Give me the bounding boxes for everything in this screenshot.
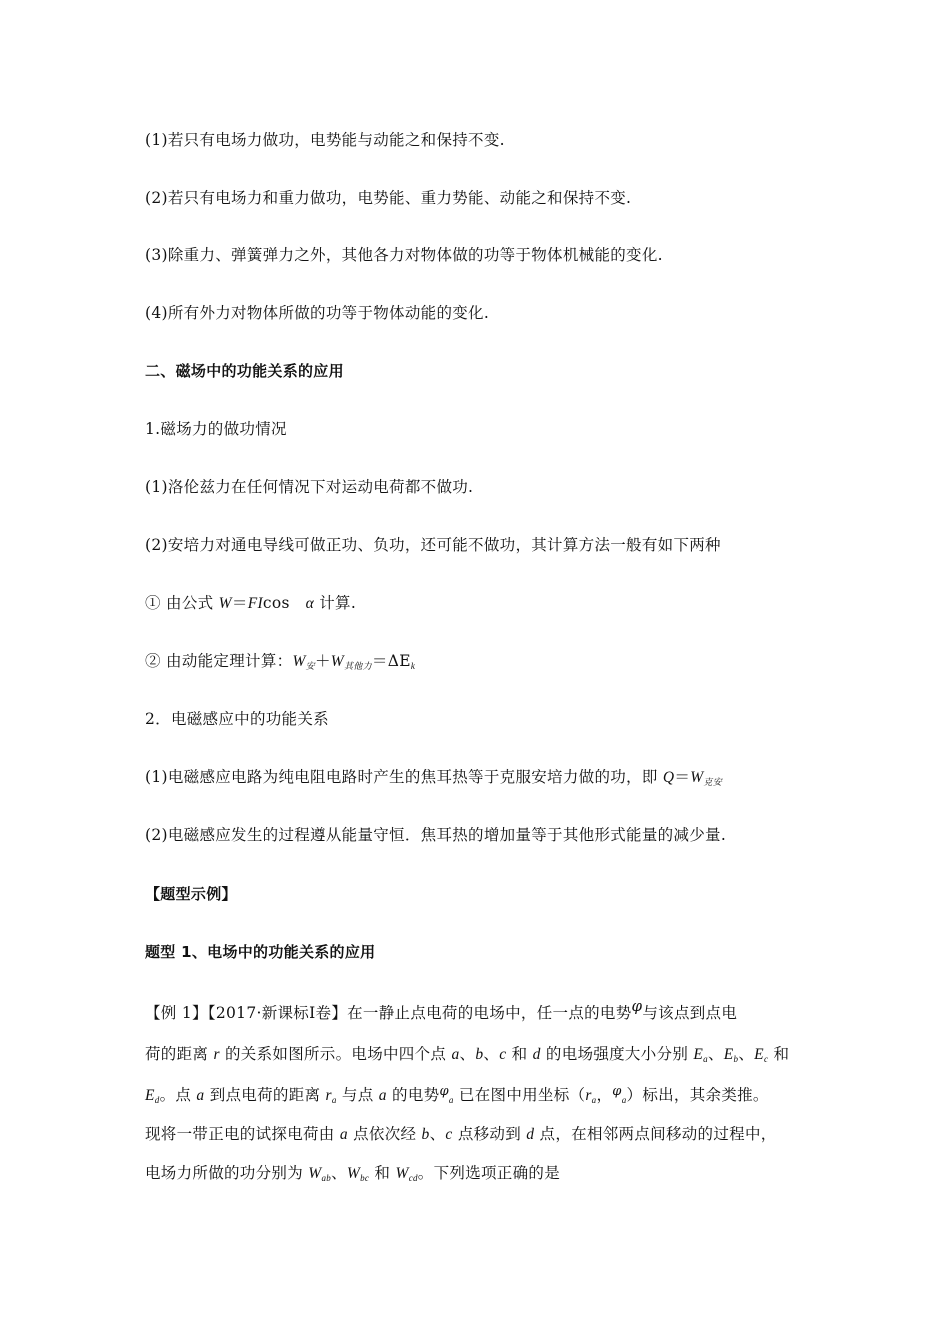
var-W: W <box>218 595 232 612</box>
var-b: b <box>475 1046 484 1063</box>
text: ＝ <box>231 594 248 612</box>
subscript: cd <box>408 1173 418 1183</box>
text: 与点 <box>336 1086 379 1104</box>
subsection-2: 2．电磁感应中的功能关系 <box>145 710 329 728</box>
var-Q: Q <box>662 769 675 786</box>
text: 到点电荷的距离 <box>204 1086 326 1104</box>
text: 与该点到点电 <box>642 1004 738 1022</box>
subscript: ab <box>321 1173 332 1183</box>
text: 的电场强度大小分别 <box>540 1045 694 1063</box>
text: 。下列选项正确的是 <box>417 1164 560 1182</box>
text: ① 由公式 <box>145 594 219 612</box>
example-line-5 <box>145 1163 560 1188</box>
var-W: W <box>395 1165 409 1182</box>
subscript: bc <box>360 1173 370 1183</box>
text: 电场力所做的功分别为 <box>145 1164 309 1182</box>
subscript: a <box>703 1054 708 1064</box>
text-line-6: (2)安培力对通电导线可做正功、负功，还可能不做功，其计算方法一般有如下两种 <box>145 536 721 554</box>
var-phi: φ <box>439 1084 449 1099</box>
var-phi: φ <box>612 1084 622 1099</box>
text: 和 <box>768 1045 790 1063</box>
text-line-3: (3)除重力、弹簧弹力之外，其他各力对物体做的功等于物体机械能的变化. <box>145 246 663 264</box>
subscript: a <box>331 1095 337 1105</box>
text: 。点 <box>159 1086 197 1104</box>
example-line-4 <box>145 1124 777 1145</box>
var-r: r <box>213 1046 220 1063</box>
subscript: 其他力 <box>344 661 372 671</box>
example-line-3 <box>145 1085 769 1110</box>
formula-line-1 <box>145 593 356 614</box>
section-heading-examples: 【题型示例】 <box>145 885 237 903</box>
text: 点移动到 <box>452 1125 527 1143</box>
subscript: c <box>763 1054 769 1064</box>
text: 、 <box>483 1045 500 1063</box>
var-a: a <box>378 1087 387 1104</box>
subscript: a <box>591 1095 597 1105</box>
example-line-1 <box>145 997 738 1023</box>
text-line-8: (2)电磁感应发生的过程遵从能量守恒．焦耳热的增加量等于其他形式能量的减少量. <box>145 826 727 844</box>
text: ② 由动能定理计算： <box>145 652 293 670</box>
text: 的关系如图所示。电场中四个点 <box>219 1045 452 1063</box>
text: 、 <box>738 1045 755 1063</box>
var-r: r <box>325 1087 332 1104</box>
text: (1)电磁感应电路为纯电阻电路时产生的焦耳热等于克服安培力做的功，即 <box>145 768 663 786</box>
var-E: E <box>754 1046 764 1063</box>
text-line-2: (2)若只有电场力和重力做功，电势能、重力势能、动能之和保持不变. <box>145 189 632 207</box>
text: ， <box>596 1086 613 1104</box>
subsection-1: 1.磁场力的做功情况 <box>145 420 287 438</box>
var-a: a <box>196 1087 205 1104</box>
text-line-7 <box>145 767 722 792</box>
formula-line-2 <box>145 651 415 676</box>
text: 、 <box>707 1045 724 1063</box>
var-c: c <box>499 1046 507 1063</box>
subscript: 安 <box>305 661 315 671</box>
var-W: W <box>330 653 344 670</box>
var-b: b <box>421 1126 430 1143</box>
section-heading-2: 二、磁场中的功能关系的应用 <box>145 362 344 380</box>
subscript: k <box>410 661 416 671</box>
text: ＝ <box>674 768 691 786</box>
var-alpha: α <box>305 595 315 612</box>
var-c: c <box>445 1126 453 1143</box>
subscript: a <box>621 1095 627 1105</box>
subscript: d <box>154 1095 160 1105</box>
var-r: r <box>585 1087 592 1104</box>
text: 荷的距离 <box>145 1045 214 1063</box>
subscript: b <box>733 1054 739 1064</box>
var-d: d <box>532 1046 541 1063</box>
subscript: a <box>448 1095 454 1105</box>
var-E: E <box>145 1087 155 1104</box>
var-W: W <box>308 1165 322 1182</box>
var-FI: FI <box>247 595 263 612</box>
var-a: a <box>451 1046 460 1063</box>
text: 、 <box>429 1125 446 1143</box>
text-line-5: (1)洛伦兹力在任何情况下对运动电荷都不做功. <box>145 478 474 496</box>
var-W: W <box>690 769 704 786</box>
text: 【例 1】【2017·新课标Ⅰ卷】在一静止点电荷的电场中，任一点的电势 <box>145 1004 632 1022</box>
var-E: E <box>723 1046 734 1063</box>
text: ＋ <box>314 652 331 670</box>
var-W: W <box>292 653 306 670</box>
text-line-1: (1)若只有电场力做功，电势能与动能之和保持不变. <box>145 131 505 149</box>
text: ＝ΔE <box>371 652 411 670</box>
var-E: E <box>693 1046 704 1063</box>
text: 、 <box>331 1164 347 1182</box>
var-a: a <box>339 1126 348 1143</box>
text: 点，在相邻两点间移动的过程中， <box>534 1125 777 1143</box>
var-W: W <box>346 1165 361 1182</box>
text: 和 <box>506 1045 533 1063</box>
section-heading-type1: 题型 1、电场中的功能关系的应用 <box>145 943 376 961</box>
var-d: d <box>526 1126 535 1143</box>
text: 计算. <box>314 594 357 612</box>
text-line-4: (4)所有外力对物体所做的功等于物体动能的变化. <box>145 304 490 322</box>
text: ）标出，其余类推。 <box>626 1086 769 1104</box>
text: 、 <box>459 1045 476 1063</box>
text: 点依次经 <box>347 1125 422 1143</box>
text: cos <box>262 594 306 612</box>
text: 的电势 <box>386 1086 440 1104</box>
text: 和 <box>369 1164 396 1182</box>
text: 已在图中用坐标（ <box>453 1086 586 1104</box>
example-line-2 <box>145 1044 789 1069</box>
text: 现将一带正电的试探电荷由 <box>145 1125 340 1143</box>
var-phi: φ <box>631 997 643 1015</box>
subscript: 克安 <box>703 777 723 787</box>
